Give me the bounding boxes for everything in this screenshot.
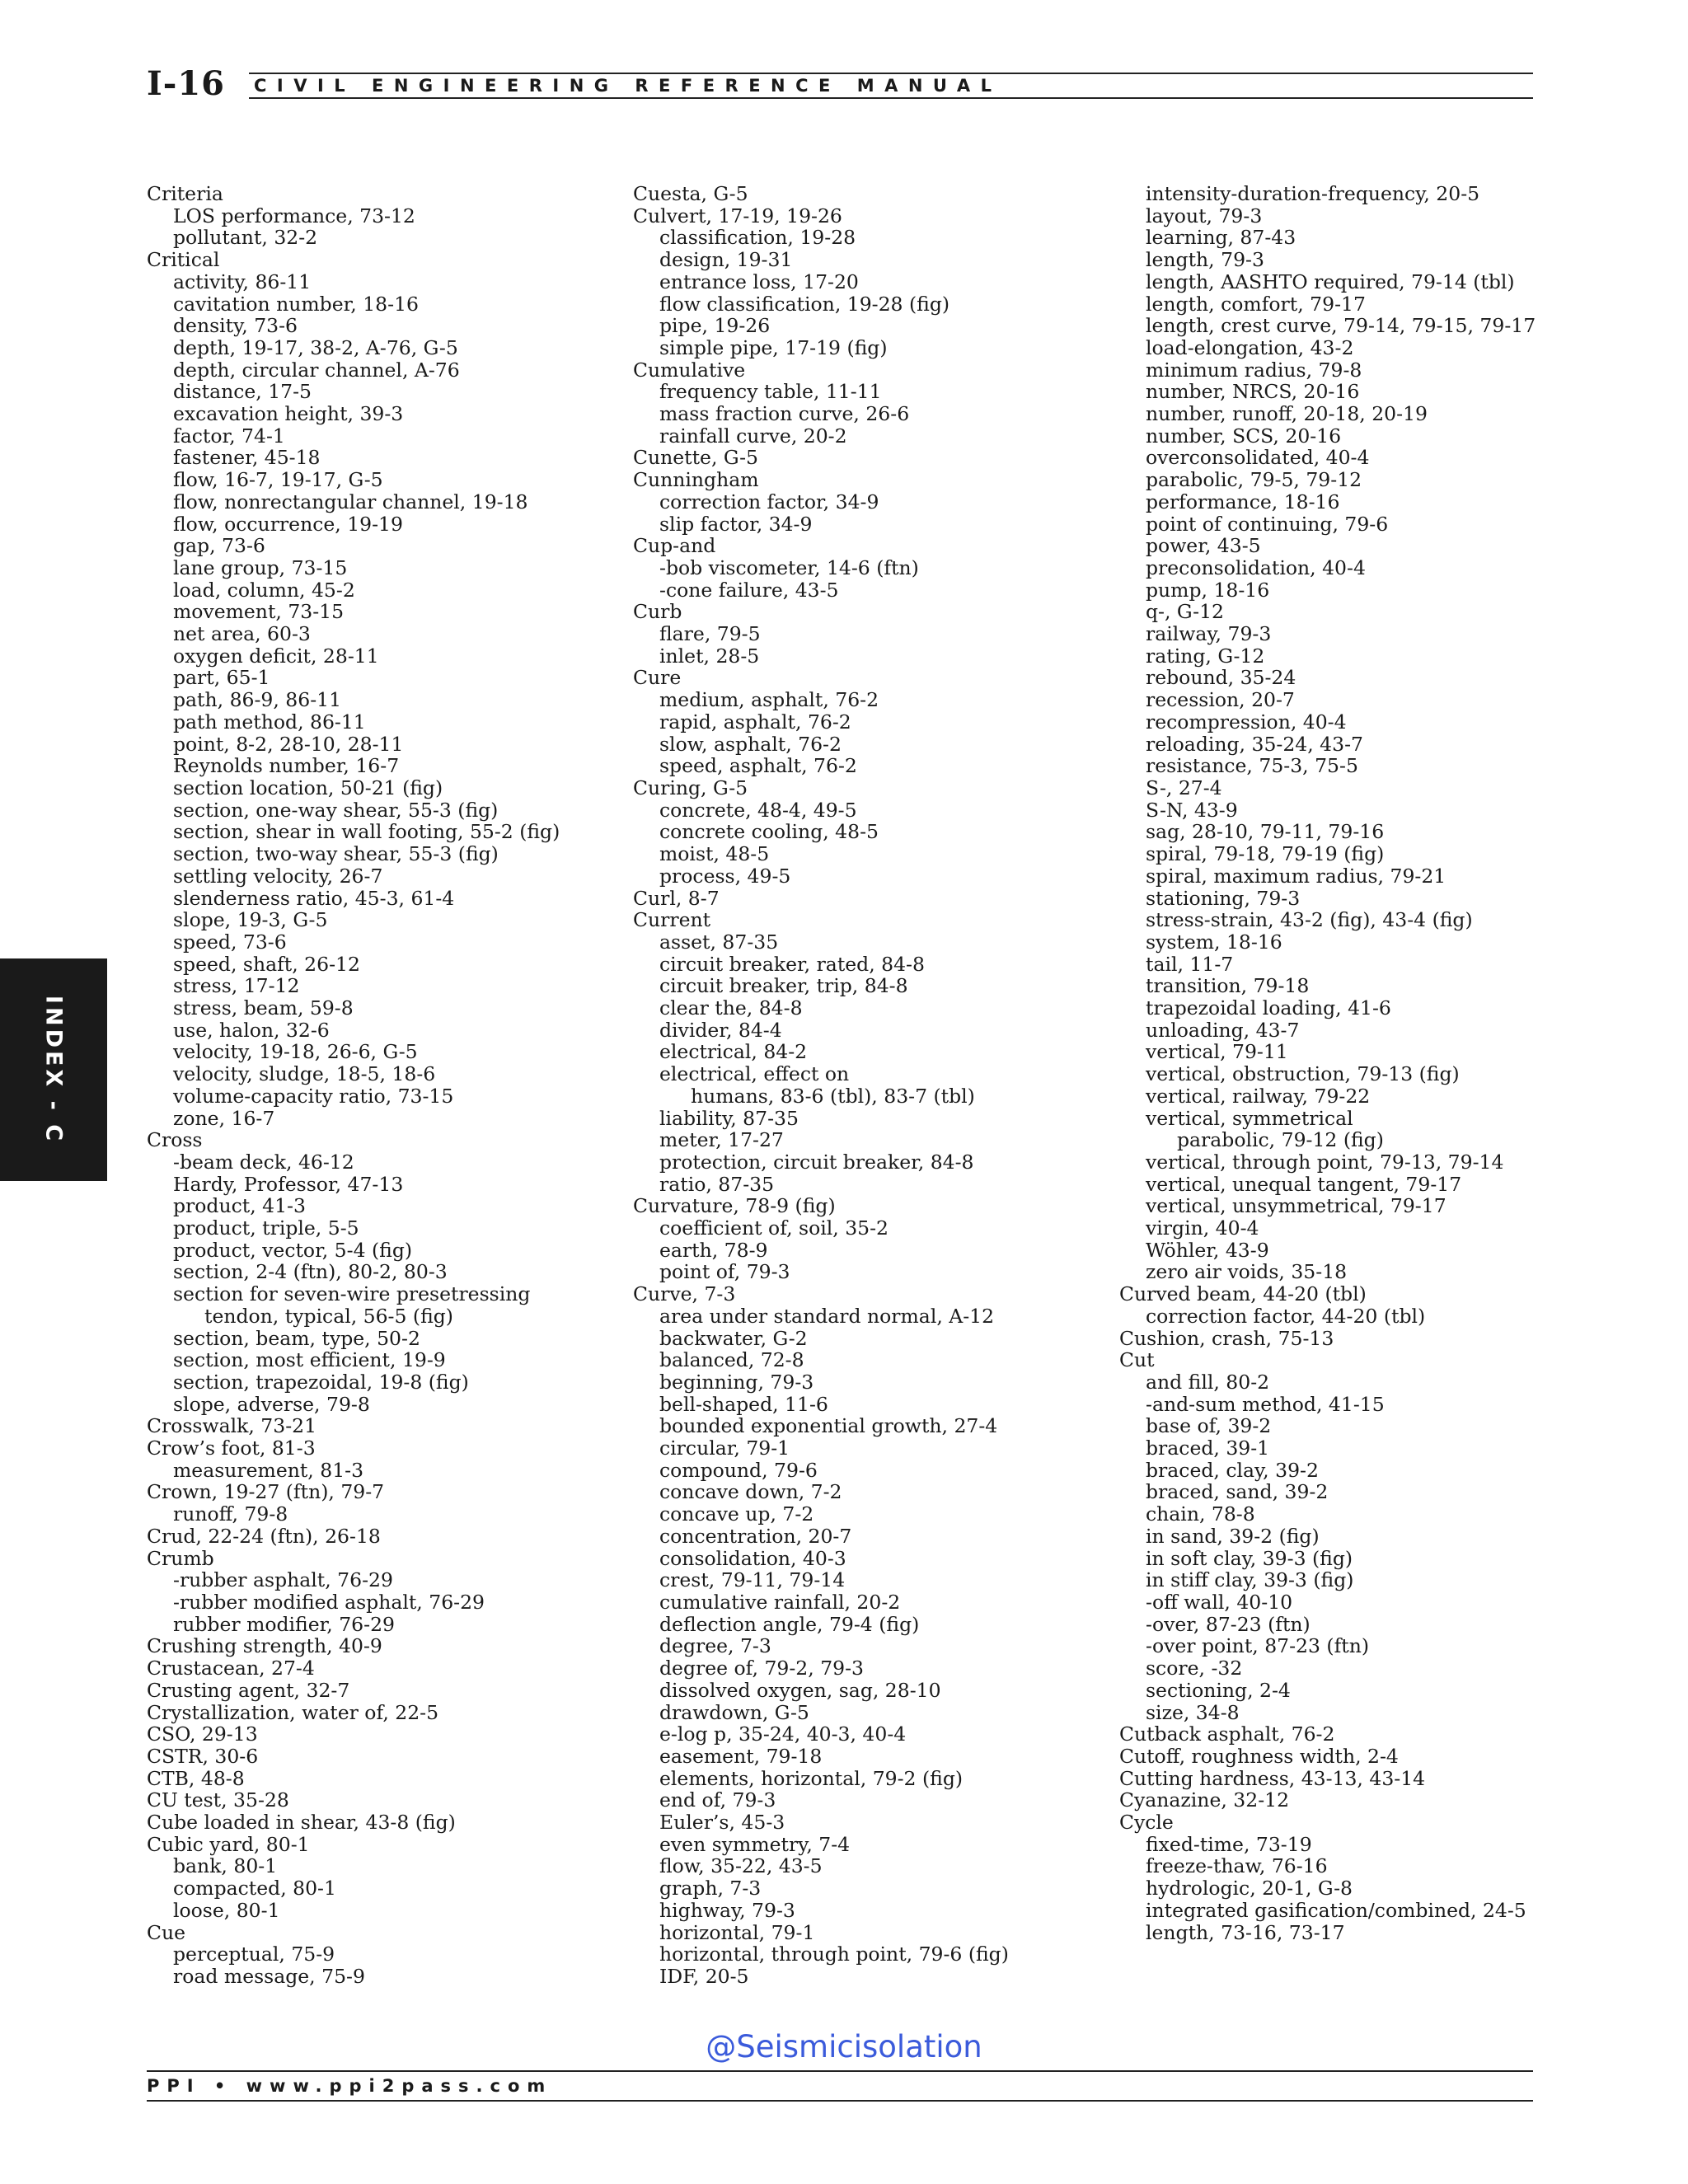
index-entry: Crown, 19-27 (ftn), 79-7 [147,1480,385,1504]
index-subentry: compacted, 80-1 [173,1877,336,1900]
index-subentry: spiral, 79-18, 79-19 (fig) [1146,842,1385,866]
index-subentry: stationing, 79-3 [1146,886,1301,910]
index-subentry: vertical, symmetrical [1146,1106,1353,1130]
index-subentry: unloading, 43-7 [1146,1018,1300,1042]
index-subentry: point of, 79-3 [659,1260,790,1284]
index-subentry: layout, 79-3 [1146,204,1263,227]
index-entry: Curb [633,600,682,624]
index-column-2 [633,183,1009,1988]
index-subentry: recompression, 40-4 [1146,710,1347,733]
index-subentry: tail, 11-7 [1146,952,1234,976]
index-entry: Crud, 22-24 (ftn), 26-18 [147,1524,381,1548]
index-entry: Cross [147,1128,203,1152]
index-subentry: section, one-way shear, 55-3 (fig) [173,798,499,822]
index-subentry: product, triple, 5-5 [173,1216,359,1240]
index-entry: Cut [1119,1348,1155,1372]
running-footer [147,2070,1533,2103]
header-rule-top [249,73,1533,74]
index-subentry: depth, 19-17, 38-2, A-76, G-5 [173,335,458,359]
index-subentry: q-, G-12 [1146,600,1224,624]
index-subentry: factor, 74-1 [173,424,285,448]
index-subentry: asset, 87-35 [659,930,779,954]
index-subentry: -off wall, 40-10 [1146,1591,1293,1614]
page-number: I-16 [147,64,225,103]
index-subentry: circular, 79-1 [659,1436,790,1460]
index-subentry: stress-strain, 43-2 (fig), 43-4 (fig) [1146,908,1473,932]
index-subentry: performance, 18-16 [1146,490,1340,513]
index-entry: Cure [633,666,682,690]
index-entry: CTB, 48-8 [147,1766,245,1790]
index-subentry: ratio, 87-35 [659,1172,775,1196]
index-subentry: coefficient of, soil, 35-2 [659,1216,889,1240]
index-subentry: frequency table, 11-11 [659,380,882,404]
index-subentry: number, SCS, 20-16 [1146,424,1342,448]
index-subentry: compound, 79-6 [659,1458,818,1482]
index-entry: Cunette, G-5 [633,446,758,470]
index-entry: Crustacean, 27-4 [147,1657,315,1680]
index-entry: CSTR, 30-6 [147,1744,259,1768]
index-subentry: settling velocity, 26-7 [173,864,383,888]
index-subentry: length, crest curve, 79-14, 79-15, 79-17 [1146,314,1536,338]
index-entry: Cutoff, roughness width, 2-4 [1119,1744,1399,1768]
index-subentry: fastener, 45-18 [173,446,321,470]
index-subentry: dissolved oxygen, sag, 28-10 [659,1678,941,1702]
index-entry: Crusting agent, 32-7 [147,1678,350,1702]
index-subentry: Wöhler, 43-9 [1146,1238,1269,1262]
index-subentry: transition, 79-18 [1146,974,1310,998]
index-subentry: stress, beam, 59-8 [173,996,354,1020]
index-subentry: circuit breaker, trip, 84-8 [659,974,908,998]
index-subentry: product, 41-3 [173,1194,306,1218]
index-subentry: load-elongation, 43-2 [1146,335,1354,359]
index-subentry: crest, 79-11, 79-14 [659,1568,846,1592]
index-subentry: -over, 87-23 (ftn) [1146,1612,1311,1636]
index-subentry: Hardy, Professor, 47-13 [173,1172,404,1196]
index-subentry: graph, 7-3 [659,1877,762,1900]
index-subentry: learning, 87-43 [1146,226,1296,250]
index-subentry: degree of, 79-2, 79-3 [659,1657,864,1680]
index-subentry: vertical, 79-11 [1146,1040,1288,1064]
index-subentry: activity, 86-11 [173,269,312,293]
index-subentry: system, 18-16 [1146,930,1282,954]
index-entry: Curve, 7-3 [633,1282,736,1306]
index-subentry: velocity, 19-18, 26-6, G-5 [173,1040,418,1064]
index-entry: Cumulative [633,358,746,382]
index-subentry: circuit breaker, rated, 84-8 [659,952,925,976]
index-subentry: flow, 35-22, 43-5 [659,1854,823,1878]
index-subentry: earth, 78-9 [659,1238,768,1262]
index-subentry: net area, 60-3 [173,622,311,646]
index-subentry: point, 8-2, 28-10, 28-11 [173,732,404,756]
index-subentry: concentration, 20-7 [659,1524,852,1548]
index-subentry: area under standard normal, A-12 [659,1304,995,1328]
index-subentry: vertical, railway, 79-22 [1146,1084,1371,1108]
index-entry: Cutting hardness, 43-13, 43-14 [1119,1766,1426,1790]
index-subentry: speed, asphalt, 76-2 [659,754,857,778]
header-title: CIVIL ENGINEERING REFERENCE MANUAL [254,76,1002,96]
index-subentry: and fill, 80-2 [1146,1370,1270,1394]
index-subentry: electrical, 84-2 [659,1040,808,1064]
index-subentry: moist, 48-5 [659,842,770,866]
index-subentry: in stiff clay, 39-3 (fig) [1146,1568,1354,1592]
index-subentry: chain, 78-8 [1146,1502,1255,1526]
index-subentry: overconsolidated, 40-4 [1146,446,1370,470]
index-subentry: use, halon, 32-6 [173,1018,330,1042]
index-entry: Cushion, crash, 75-13 [1119,1326,1334,1350]
index-subentry: correction factor, 34-9 [659,490,879,513]
index-subentry: sectioning, 2-4 [1146,1678,1291,1702]
index-entry: Cubic yard, 80-1 [147,1832,310,1856]
index-subentry: medium, asphalt, 76-2 [659,688,879,712]
index-subentry: resistance, 75-3, 75-5 [1146,754,1358,778]
index-subentry: gap, 73-6 [173,534,265,558]
index-subentry: correction factor, 44-20 (tbl) [1146,1304,1426,1328]
index-subentry: flow classification, 19-28 (fig) [659,292,950,316]
index-subentry: electrical, effect on [659,1062,850,1086]
index-subentry: point of continuing, 79-6 [1146,512,1389,536]
index-subentry: -cone failure, 43-5 [659,578,839,602]
index-subentry: lane group, 73-15 [173,555,348,579]
index-subentry: density, 73-6 [173,314,298,338]
index-subentry: pipe, 19-26 [659,314,771,338]
index-subentry: liability, 87-35 [659,1106,799,1130]
index-subentry: -and-sum method, 41-15 [1146,1392,1385,1416]
index-subentry: meter, 17-27 [659,1128,784,1152]
index-subentry: humans, 83-6 (tbl), 83-7 (tbl) [691,1084,975,1108]
index-subentry: minimum radius, 79-8 [1146,358,1362,382]
index-subentry: section, beam, type, 50-2 [173,1326,420,1350]
index-subentry: part, 65-1 [173,666,270,690]
index-entry: Curvature, 78-9 (fig) [633,1194,836,1218]
index-subentry: vertical, unsymmetrical, 79-17 [1146,1194,1447,1218]
index-subentry: braced, clay, 39-2 [1146,1458,1319,1482]
index-entry: Curl, 8-7 [633,886,720,910]
index-subentry: tendon, typical, 56-5 (fig) [204,1304,453,1328]
index-subentry: depth, circular channel, A-76 [173,358,460,382]
index-subentry: stress, 17-12 [173,974,300,998]
index-subentry: horizontal, 79-1 [659,1920,815,1944]
index-column-3 [1119,183,1536,1943]
index-subentry: hydrologic, 20-1, G-8 [1146,1877,1353,1900]
index-subentry: section for seven-wire presetressing [173,1282,531,1306]
index-subentry: speed, shaft, 26-12 [173,952,360,976]
index-subentry: runoff, 79-8 [173,1502,288,1526]
index-subentry: process, 49-5 [659,864,791,888]
index-subentry: bell-shaped, 11-6 [659,1392,828,1416]
index-subentry: slope, 19-3, G-5 [173,908,328,932]
index-entry: CU test, 35-28 [147,1788,289,1812]
index-entry: Cunningham [633,468,759,492]
index-subentry: slip factor, 34-9 [659,512,813,536]
index-subentry: cavitation number, 18-16 [173,292,419,316]
index-subentry: slope, adverse, 79-8 [173,1392,370,1416]
index-subentry: sag, 28-10, 79-11, 79-16 [1146,820,1385,844]
index-subentry: flow, 16-7, 19-17, G-5 [173,468,383,492]
index-subentry: section, two-way shear, 55-3 (fig) [173,842,499,866]
index-entry: Crow’s foot, 81-3 [147,1436,316,1460]
index-subentry: Euler’s, 45-3 [659,1811,785,1835]
index-subentry: zero air voids, 35-18 [1146,1260,1348,1284]
index-subentry: Reynolds number, 16-7 [173,754,400,778]
index-subentry: clear the, 84-8 [659,996,803,1020]
index-subentry: beginning, 79-3 [659,1370,814,1394]
index-subentry: product, vector, 5-4 (fig) [173,1238,413,1262]
index-subentry: velocity, sludge, 18-5, 18-6 [173,1062,436,1086]
index-subentry: freeze-thaw, 76-16 [1146,1854,1328,1878]
index-subentry: load, column, 45-2 [173,578,355,602]
footer-rule-top [147,2070,1533,2072]
index-subentry: -over point, 87-23 (ftn) [1146,1634,1370,1658]
watermark: @Seismicisolation [706,2029,982,2064]
index-subentry: recession, 20-7 [1146,688,1295,712]
index-subentry: movement, 73-15 [173,600,345,624]
index-subentry: section, most efficient, 19-9 [173,1348,446,1372]
index-subentry: flow, occurrence, 19-19 [173,512,403,536]
index-subentry: end of, 79-3 [659,1788,776,1812]
index-subentry: rubber modifier, 76-29 [173,1612,395,1636]
index-subentry: consolidation, 40-3 [659,1546,846,1570]
index-entry: Curing, G-5 [633,776,748,799]
running-header [147,64,1533,104]
index-subentry: road message, 75-9 [173,1964,365,1988]
index-subentry: balanced, 72-8 [659,1348,804,1372]
index-entry: Cube loaded in shear, 43-8 (fig) [147,1811,456,1835]
index-subentry: railway, 79-3 [1146,622,1272,646]
index-subentry: perceptual, 75-9 [173,1943,335,1966]
index-subentry: simple pipe, 17-19 (fig) [659,335,888,359]
index-subentry: e-log p, 35-24, 40-3, 40-4 [659,1722,907,1746]
index-side-tab [0,958,107,1181]
header-rule-bottom [249,97,1533,99]
index-subentry: easement, 79-18 [659,1744,823,1768]
index-entry: Crumb [147,1546,214,1570]
index-entry: Cue [147,1920,186,1944]
index-subentry: flow, nonrectangular channel, 19-18 [173,490,528,513]
index-entry: Cutback asphalt, 76-2 [1119,1722,1335,1746]
index-entry: Critical [147,248,220,272]
index-subentry: vertical, unequal tangent, 79-17 [1146,1172,1462,1196]
index-subentry: section, trapezoidal, 19-8 (fig) [173,1370,469,1394]
footer-text: PPI • www.ppi2pass.com [147,2076,553,2096]
index-subentry: intensity-duration-frequency, 20-5 [1146,182,1480,205]
index-subentry: section, 2-4 (ftn), 80-2, 80-3 [173,1260,448,1284]
index-subentry: distance, 17-5 [173,380,312,404]
index-subentry: volume-capacity ratio, 73-15 [173,1084,454,1108]
index-subentry: concave up, 7-2 [659,1502,814,1526]
index-subentry: parabolic, 79-5, 79-12 [1146,468,1362,492]
index-subentry: S-, 27-4 [1146,776,1222,799]
index-subentry: IDF, 20-5 [659,1964,749,1988]
side-tab-label: INDEX - C [40,995,67,1145]
index-subentry: -beam deck, 46-12 [173,1150,354,1174]
index-subentry: -bob viscometer, 14-6 (ftn) [659,555,919,579]
index-subentry: size, 34-8 [1146,1700,1240,1724]
index-entry: Cycle [1119,1811,1174,1835]
index-subentry: oxygen deficit, 28-11 [173,644,379,668]
index-subentry: protection, circuit breaker, 84-8 [659,1150,974,1174]
index-subentry: zone, 16-7 [173,1106,275,1130]
index-subentry: braced, 39-1 [1146,1436,1270,1460]
index-subentry: rating, G-12 [1146,644,1265,668]
index-subentry: vertical, through point, 79-13, 79-14 [1146,1150,1504,1174]
index-subentry: fixed-time, 73-19 [1146,1832,1312,1856]
index-subentry: power, 43-5 [1146,534,1261,558]
index-subentry: degree, 7-3 [659,1634,771,1658]
index-subentry: base of, 39-2 [1146,1414,1272,1438]
index-subentry: measurement, 81-3 [173,1458,364,1482]
index-subentry: spiral, maximum radius, 79-21 [1146,864,1447,888]
index-subentry: number, runoff, 20-18, 20-19 [1146,402,1428,426]
index-subentry: slenderness ratio, 45-3, 61-4 [173,886,455,910]
footer-rule-bottom [147,2100,1533,2102]
index-subentry: S-N, 43-9 [1146,798,1238,822]
index-subentry: concrete, 48-4, 49-5 [659,798,857,822]
index-subentry: number, NRCS, 20-16 [1146,380,1360,404]
index-subentry: length, comfort, 79-17 [1146,292,1366,316]
index-subentry: divider, 84-4 [659,1018,782,1042]
index-subentry: design, 19-31 [659,248,793,272]
index-column-1 [147,183,560,1988]
index-subentry: drawdown, G-5 [659,1700,809,1724]
index-entry: Crystallization, water of, 22-5 [147,1700,439,1724]
index-subentry: rainfall curve, 20-2 [659,424,847,448]
index-subentry: backwater, G-2 [659,1326,808,1350]
index-subentry: entrance loss, 17-20 [659,269,859,293]
index-subentry: section location, 50-21 (fig) [173,776,443,799]
index-entry: Crosswalk, 73-21 [147,1414,317,1438]
index-entry: Cuesta, G-5 [633,182,748,205]
index-subentry: flare, 79-5 [659,622,761,646]
index-subentry: loose, 80-1 [173,1898,280,1922]
index-entry: CSO, 29-13 [147,1722,258,1746]
index-subentry: speed, 73-6 [173,930,287,954]
index-subentry: highway, 79-3 [659,1898,795,1922]
index-subentry: -rubber asphalt, 76-29 [173,1568,393,1592]
index-subentry: parabolic, 79-12 (fig) [1177,1128,1384,1152]
index-subentry: virgin, 40-4 [1146,1216,1259,1240]
index-subentry: elements, horizontal, 79-2 (fig) [659,1766,964,1790]
index-subentry: braced, sand, 39-2 [1146,1480,1329,1504]
index-subentry: pollutant, 32-2 [173,226,318,250]
index-subentry: section, shear in wall footing, 55-2 (fig) [173,820,560,844]
index-subentry: classification, 19-28 [659,226,856,250]
index-subentry: length, AASHTO required, 79-14 (tbl) [1146,269,1515,293]
index-entry: Curved beam, 44-20 (tbl) [1119,1282,1367,1306]
index-entry: Current [633,908,711,932]
index-subentry: preconsolidation, 40-4 [1146,555,1366,579]
index-entry: Crushing strength, 40-9 [147,1634,382,1658]
index-subentry: bounded exponential growth, 27-4 [659,1414,998,1438]
index-subentry: integrated gasification/combined, 24-5 [1146,1898,1526,1922]
index-subentry: in sand, 39-2 (fig) [1146,1524,1320,1548]
index-subentry: reloading, 35-24, 43-7 [1146,732,1363,756]
index-subentry: LOS performance, 73-12 [173,204,415,227]
index-subentry: deflection angle, 79-4 (fig) [659,1612,920,1636]
index-subentry: excavation height, 39-3 [173,402,404,426]
index-entry: Culvert, 17-19, 19-26 [633,204,842,227]
index-subentry: concrete cooling, 48-5 [659,820,879,844]
index-entry: Criteria [147,182,223,205]
index-subentry: even symmetry, 7-4 [659,1832,851,1856]
index-entry: Cup-and [633,534,716,558]
index-subentry: length, 73-16, 73-17 [1146,1920,1345,1944]
index-subentry: pump, 18-16 [1146,578,1270,602]
index-subentry: bank, 80-1 [173,1854,278,1878]
index-subentry: concave down, 7-2 [659,1480,842,1504]
index-subentry: trapezoidal loading, 41-6 [1146,996,1391,1020]
index-subentry: horizontal, through point, 79-6 (fig) [659,1943,1009,1966]
index-subentry: score, -32 [1146,1657,1243,1680]
index-subentry: path, 86-9, 86-11 [173,688,342,712]
index-subentry: inlet, 28-5 [659,644,760,668]
index-subentry: -rubber modified asphalt, 76-29 [173,1591,485,1614]
index-subentry: mass fraction curve, 26-6 [659,402,910,426]
index-subentry: rapid, asphalt, 76-2 [659,710,851,733]
index-subentry: rebound, 35-24 [1146,666,1296,690]
index-subentry: cumulative rainfall, 20-2 [659,1591,901,1614]
index-subentry: path method, 86-11 [173,710,366,733]
index-subentry: slow, asphalt, 76-2 [659,732,842,756]
index-subentry: in soft clay, 39-3 (fig) [1146,1546,1353,1570]
index-entry: Cyanazine, 32-12 [1119,1788,1290,1812]
index-subentry: length, 79-3 [1146,248,1264,272]
index-subentry: vertical, obstruction, 79-13 (fig) [1146,1062,1460,1086]
